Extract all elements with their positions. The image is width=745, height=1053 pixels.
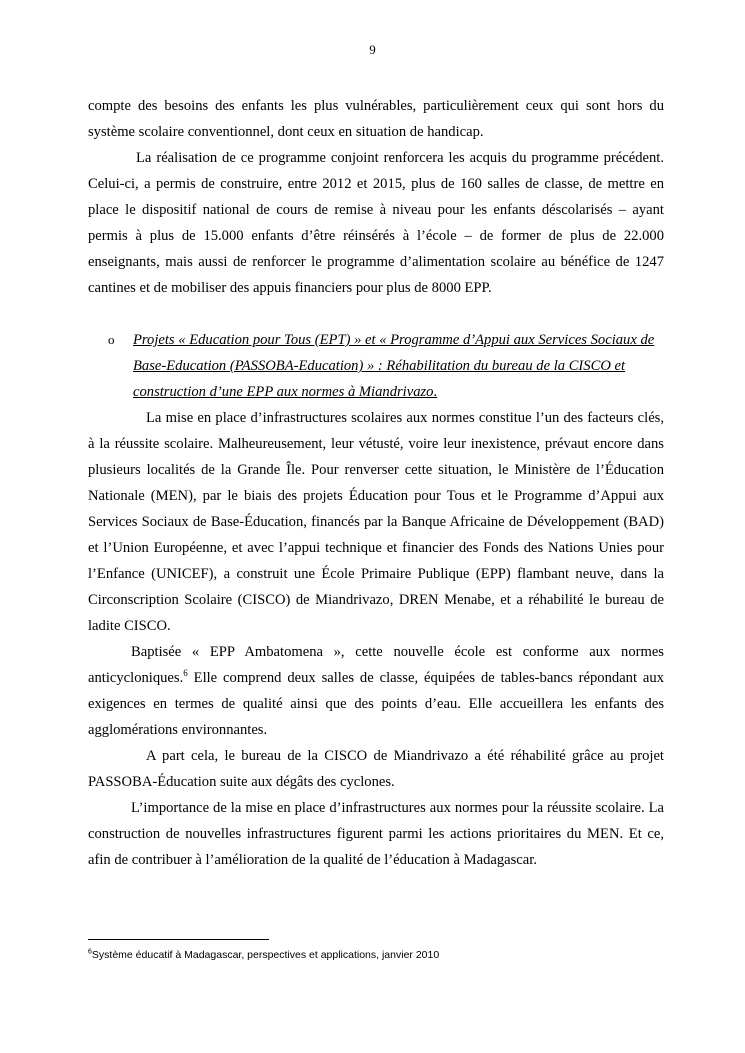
page-number: 9 — [369, 42, 376, 57]
bullet-item-projects — [88, 327, 664, 405]
bullet-title — [133, 327, 664, 405]
footnote — [88, 948, 664, 962]
paragraph-epp-text-start: Baptisée « EPP Ambatomena », cette nouvelle école est conforme aux normes anticycloniques. — [88, 644, 664, 686]
body-text — [88, 93, 664, 873]
paragraph-importance: L’importance de la mise en place d’infrastructures aux normes pour la réussite scolaire. La construction de nouvelles infrastructures figurent parmi les actions prioritaires du MEN. Et ce, afin de contribuer à l’amélioration de la qualité de l’éducation à Madagascar. — [88, 800, 664, 868]
paragraph-epp-ambatomena — [88, 639, 664, 743]
bullet-title-text: Projets « Education pour Tous (EPT) » et « Programme d’Appui aux Services Sociaux de Base-Education (PASSOBA-Education) » : Réhabilitation du bureau de la CISCO et construction d’une EPP aux normes à Miandrivazo — [133, 332, 655, 400]
footnote-separator — [88, 939, 269, 940]
paragraph-spacer — [88, 301, 664, 327]
paragraph-epp-text-end: Elle comprend deux salles de classe, équipées de tables-bancs répondant aux exigences en termes de qualité ainsi que des points d’eau. Elle accueillera les enfants des agglomérations environnantes. — [88, 670, 664, 738]
footnote-text: Système éducatif à Madagascar, perspectives et applications, janvier 2010 — [91, 949, 440, 961]
footnote-reference: 6 — [183, 668, 188, 679]
footnote-number: 6 — [88, 948, 92, 956]
bullet-marker: o — [108, 332, 115, 347]
paragraph-cisco-office: A part cela, le bureau de la CISCO de Miandrivazo a été réhabilité grâce au projet PASSOBA-Éducation suite aux dégâts des cyclones. — [88, 748, 664, 790]
paragraph-programme: La réalisation de ce programme conjoint renforcera les acquis du programme précédent. Celui-ci, a permis de construire, entre 2012 et 2015, plus de 160 salles de classe, de mettre en place le dispositif national de cours de remise à niveau pour les enfants déscolarisés – ayant permis à plus de 15.000 enfants d’être réinsérés à l’école – de former de plus de 22.000 enseignants, mais aussi de renforcer le programme d’alimentation scolaire au bénéfice de 1247 cantines et de mobiliser des appuis financiers pour plus de 8000 EPP. — [88, 150, 664, 296]
paragraph-needs: compte des besoins des enfants les plus vulnérables, particulièrement ceux qui sont hors du système scolaire conventionnel, dont ceux en situation de handicap. — [88, 98, 664, 140]
paragraph-infrastructure: La mise en place d’infrastructures scolaires aux normes constitue l’un des facteurs clés, à la réussite scolaire. Malheureusement, leur vétusté, voire leur inexistence, prévaut encore dans plusieurs localités de la Grande Île. Pour renverser cette situation, le Ministère de l’Éducation Nationale (MEN), par le biais des projets Éducation pour Tous et le Programme d’Appui aux Services Sociaux de Base-Éducation, financés par la Banque Africaine de Développement (BAD) et l’Union Européenne, et avec l’appui technique et financier des Fonds des Nations Unies pour l’Enfance (UNICEF), a construit une École Primaire Publique (EPP) flambant neuve, dans la Circonscription Scolaire (CISCO) de Miandrivazo, DREN Menabe, et a réhabilité le bureau de ladite CISCO. — [88, 410, 664, 634]
bullet-title-period: . — [433, 384, 438, 400]
